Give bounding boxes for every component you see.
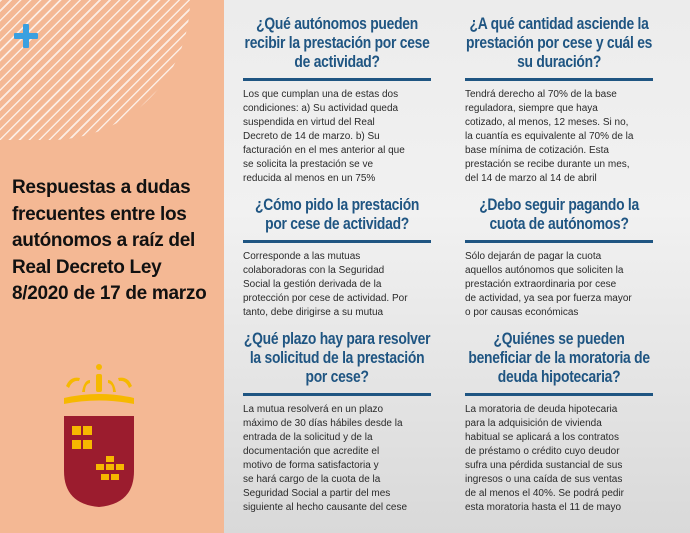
plus-icon [14, 24, 38, 48]
faq-question: ¿Quiénes se pueden beneficiar de la moratoria de deuda hipotecaria? [468, 330, 650, 386]
murcia-coat-of-arms-logo [60, 362, 138, 510]
faq-item [243, 330, 431, 515]
divider [465, 240, 653, 243]
faq-answer: Sólo dejarán de pagar la cuota aquellos autónomos que soliciten la prestación extraordinaria por cese de actividad, ya sea por fuerza mayor o por causas económicas [465, 251, 632, 318]
faq-answer: Corresponde a las mutuas colaboradoras con la Seguridad Social la gestión derivada de la protección por cese de actividad. Por tanto, debe dirigirse a su mutua [243, 251, 408, 318]
page-title: Respuestas a dudas frecuentes entre los autónomos a raíz del Real Decreto Ley 8/2020 de 17 de marzo [12, 177, 207, 304]
faq-item [465, 15, 653, 186]
faq-question: ¿Cómo pido la prestación por cese de actividad? [255, 196, 420, 233]
divider [243, 240, 431, 243]
sidebar-panel [0, 0, 224, 533]
divider [465, 393, 653, 396]
faq-answer: La mutua resolverá en un plazo máximo de 30 días hábiles desde la entrada de la solicitud y de la documentación que acredite el motivo de forma satisfactoria y se hará cargo de la cuota de la Seguridad Social a partir del mes siguiente al hecho causante del cese [243, 404, 408, 513]
faq-answer: La moratoria de deuda hipotecaria para la adquisición de vivienda habitual se aplicará a los contratos de préstamo o crédito cuyo deudor sufra una pérdida sustancial de sus ingresos o una caída de sus ventas de al menos el 40%. Se podrá pedir esta moratoria hasta el 11 de mayo [465, 404, 624, 513]
faq-question: ¿Debo seguir pagando la cuota de autónomos? [479, 196, 639, 233]
divider [465, 78, 653, 81]
faq-item [465, 330, 653, 515]
faq-answer: Los que cumplan una de estas dos condiciones: a) Su actividad queda suspendida en virtud del Real Decreto de 14 de marzo. b) Su facturación en el mes anterior al que se solicita la prestación se ve reducida al menos en un 75% [243, 89, 405, 184]
faq-question: ¿A qué cantidad asciende la prestación por cese y cuál es su duración? [466, 15, 653, 71]
decorative-stripes [0, 0, 190, 140]
faq-answer: Tendrá derecho al 70% de la base reguladora, siempre que haya cotizado, al menos, 12 meses. Si no, la cuantía es equivalente al 70% de la base mínima de cotización. Esta prestación se recibe durante un mes, del 14 de marzo al 14 de abril [465, 89, 634, 184]
faq-item [243, 15, 431, 186]
divider [243, 78, 431, 81]
divider [243, 393, 431, 396]
faq-question: ¿Qué autónomos pueden recibir la prestación por cese de actividad? [244, 15, 430, 71]
faq-question: ¿Qué plazo hay para resolver la solicitud de la prestación por cese? [243, 330, 431, 386]
faq-item [465, 196, 653, 320]
faq-item [243, 196, 431, 320]
faq-grid [243, 15, 653, 515]
